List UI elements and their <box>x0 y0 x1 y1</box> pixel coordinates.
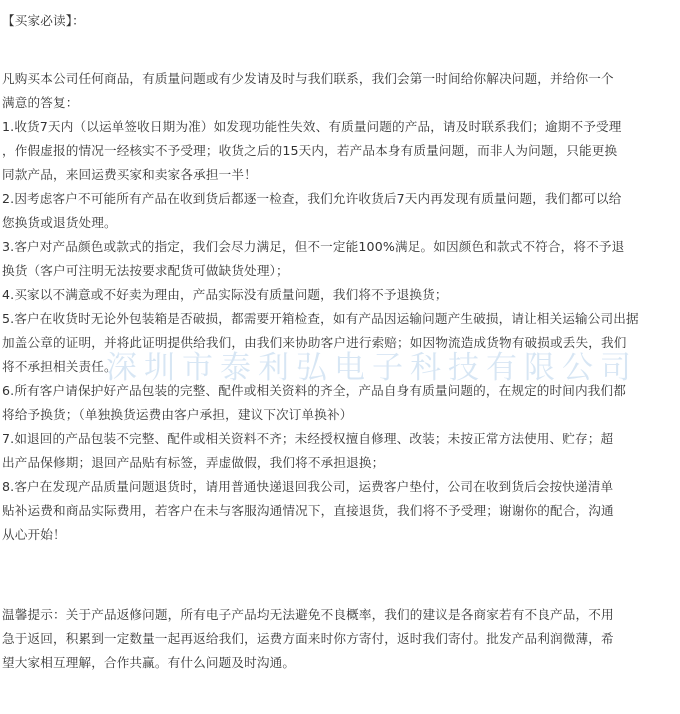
rule-6-line-1: 6.所有客户请保护好产品包装的完整、配件或相关资料的齐全，产品自身有质量问题的，在规定的时间内我们都 <box>2 383 627 398</box>
tip-line-3: 望大家相互理解，合作共赢。有什么问题及时沟通。 <box>2 655 296 670</box>
rule-3-line-2: 换货（客户可注明无法按要求配货可做缺货处理）； <box>2 263 289 278</box>
tip-line-1: 温馨提示：关于产品返修问题，所有电子产品均无法避免不良概率，我们的建议是各商家若有不良产品，不用 <box>2 607 614 622</box>
rule-3-line-1: 3.客户对产品颜色或款式的指定，我们会尽力满足，但不一定能100%满足。如因颜色和款式不符合，将不予退 <box>2 239 625 254</box>
rule-8-line-1: 8.客户在发现产品质量问题退货时，请用普通快递退回我公司，运费客户垫付，公司在收到货后会按快递清单 <box>2 479 614 494</box>
notice-heading: 【买家必读】： <box>2 13 85 28</box>
tip-line-2: 急于返回，积累到一定数量一起再返给我们，运费方面来时你方寄付，返时我们寄付。批发产品利润微薄，希 <box>2 631 614 646</box>
rule-7-line-1: 7.如退回的产品包装不完整、配件或相关资料不齐；未经授权擅自修理、改装；未按正常方法使用、贮存；超 <box>2 431 614 446</box>
rule-5-line-3: 将不承担相关责任。 <box>2 359 117 374</box>
rule-2-line-2: 您换货或退货处理。 <box>2 215 117 230</box>
rule-5-line-1: 5.客户在收货时无论外包装箱是否破损，都需要开箱检查，如有产品因运输问题产生破损，请让相关运输公司出据 <box>2 311 639 326</box>
rule-1-line-1: 1.收货7天内（以运单签收日期为准）如发现功能性失效、有质量问题的产品，请及时联系我们；逾期不予受理 <box>2 119 622 134</box>
rule-6-line-2: 将给予换货；（单独换货运费由客户承担，建议下次订单换补） <box>2 407 353 422</box>
company-watermark: 深圳市泰利弘电子科技有限公司 <box>106 350 638 386</box>
rule-8-line-2: 贴补运费和商品实际费用，若客户在未与客服沟通情况下，直接退货，我们将不予受理；谢谢你的配合，沟通 <box>2 503 614 518</box>
rule-1-line-3: 同款产品，来回运费买家和卖家各承担一半！ <box>2 167 257 182</box>
intro-line-2: 满意的答复： <box>2 95 79 110</box>
rule-8-line-3: 从心开始！ <box>2 527 66 542</box>
rule-5-line-2: 加盖公章的证明，并将此证明提供给我们，由我们来协助客户进行索赔；如因物流造成货物有破损或丢失，我们 <box>2 335 627 350</box>
intro-line-1: 凡购买本公司任何商品，有质量问题或有少发请及时与我们联系，我们会第一时间给你解决问题，并给你一个 <box>2 71 614 86</box>
rule-7-line-2: 出产品保修期；退回产品贴有标签，弄虚做假，我们将不承担退换； <box>2 455 385 470</box>
rule-4-line-1: 4.买家以不满意或不好卖为理由，产品实际没有质量问题，我们将不予退换货； <box>2 287 448 302</box>
rule-2-line-1: 2.因考虑客户不可能所有产品在收到货后都逐一检查，我们允许收货后7天内再发现有质量问题，我们都可以给 <box>2 191 622 206</box>
rule-1-line-2: ，作假虚报的情况一经核实不予受理；收货之后的15天内，若产品本身有质量问题，而非人为问题，只能更换 <box>2 143 618 158</box>
